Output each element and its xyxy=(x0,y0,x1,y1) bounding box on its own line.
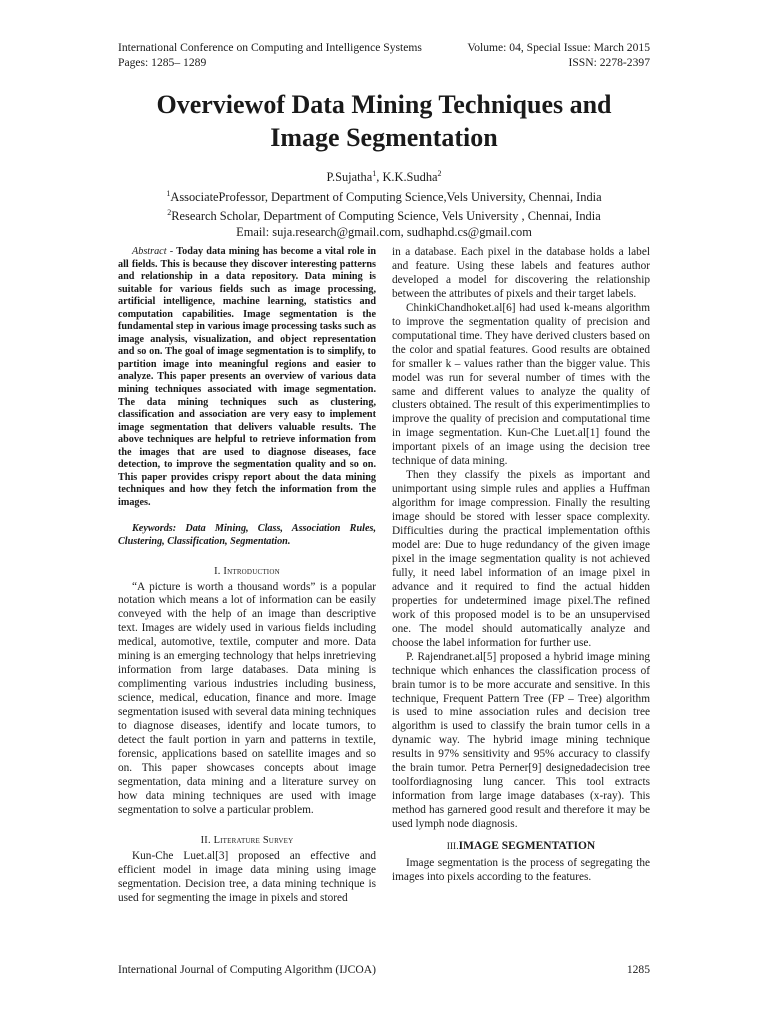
keywords: Keywords: Data Mining, Class, Association Rules, Clustering, Classification, Segmentation. xyxy=(118,523,376,548)
introduction-text: “A picture is worth a thousand words” is a popular notation which means a lot of information can be easily conveyed with the help of an image than descriptive text. Images are widely used in various fields including medical, automotive, textile, computer and more. Data mining is an emerging technology that helps inretrieving information from large databases. Data mining is complimenting various industries including business, science, medical, education, finance and more. Image segmentation isused with several data mining techniques to diagnose diseases, identify and locate tumors, to detect the fault portion in yarn and patterns in textile, forensic, applications based on satellite images and so on. This paper showcases concepts about image segmentation, data mining and a literature survey on how data mining techniques are used with image segmentation to solve a particular problem. xyxy=(118,580,376,816)
section-heading-image-segmentation xyxy=(392,840,650,855)
right-column xyxy=(392,246,650,885)
page-number: 1285 xyxy=(626,963,650,976)
literature-paragraph-2: ChinkiChandhoket.al[6] had used k-means algorithm to improve the segmentation quality of precision and computational time. They have derived clusters based on the color and spatial features. Good results are obtained for smaller k – values rather than the bigger value. This model was run for several number of times with the same and different values to analyze the quality of clusters obtained. The result of this experimentimplies to improve the quality of precision and computational time in image segmentation. Kun-Che Luet.al[1] found the important pixels of an image using the decision tree technique of data mining. xyxy=(392,301,650,468)
section-title: IMAGE SEGMENTATION xyxy=(458,840,596,853)
issn: ISSN: 2278-2397 xyxy=(568,56,650,69)
author-block xyxy=(0,166,768,240)
section-title: Introduction xyxy=(223,565,280,577)
volume-info: Volume: 04, Special Issue: March 2015 xyxy=(467,41,650,54)
literature-paragraph-1-continued: in a database. Each pixel in the database holds a label and feature. Using these labels and features author developed a model for discovering the relationship between the attributes of pixels and their target labels. xyxy=(392,246,650,300)
affiliation-2-sup: 2 xyxy=(167,208,172,218)
section-title: Literature Survey xyxy=(213,834,294,846)
affiliation-2-text: Research Scholar, Department of Computing Science, Vels University , Chennai, India xyxy=(171,209,601,224)
page-header xyxy=(118,40,650,70)
journal-name: International Journal of Computing Algorithm (IJCOA) xyxy=(118,963,376,976)
affiliation-1-text: AssociateProfessor, Department of Computing Science,Vels University, Chennai, India xyxy=(170,189,602,204)
abstract-text: Today data mining has become a vital role in all fields. This is because they discover interesting patterns and relationship in a data repository. Data mining is suitable for various fields such as image processing, artificial intelligence, machine learning, statistics and computation capabilities. Image segmentation is the fundamental step in various image processing tasks such as image analysis, visualization, and object representation and so on. The goal of image segmentation is to simplify, to partition image into meaningful regions and easier to analyze. This paper presents an overview of various data mining techniques associated with image segmentation. The data mining techniques such as clustering, classification and association are very easy to implement image segmentation that delivers valuable results. The above techniques are helpful to retrieve information from the images that are used to diagnose diseases, face detection, to improve the segmentation quality and so on. This paper provides crispy report about the data mining techniques and how they fetch the information from the images. xyxy=(118,246,376,508)
section-number: II. xyxy=(200,834,211,846)
author-2-sup: 2 xyxy=(437,169,442,178)
literature-paragraph-3: Then they classify the pixels as important and unimportant using simple rules and applies a Huffman algorithm for image compression. Finally the resulting image should be stored with lesser space complexity. Difficulties during the practical implementation ofthis model are: Due to huge redundancy of the given image pixel in the image segmentation quality is not achieved fully, it need label information of an image pixel in advance and it required to find the actual hidden properties for undetermined image pixel.The refined work of this proposed model is to be an unsupervised one. The model should automatically analyze and choose the label information for further use. xyxy=(392,469,650,649)
author-names xyxy=(0,166,768,186)
paper-title xyxy=(0,88,768,154)
section-number: III. xyxy=(446,842,459,853)
author-1: P.Sujatha xyxy=(326,170,373,185)
literature-paragraph-1: Kun-Che Luet.al[3] proposed an effective and efficient model in image data mining using image segmentation. Decision tree, a data mining technique is used for segmenting the image in pixels and stored xyxy=(118,849,376,904)
affiliation-1-sup: 1 xyxy=(166,188,171,198)
section-heading-introduction xyxy=(118,565,376,579)
affiliation-2 xyxy=(0,205,768,225)
left-column xyxy=(118,246,376,906)
title-line-2: Image Segmentation xyxy=(270,123,498,152)
page-footer xyxy=(118,963,650,976)
section-number: I. xyxy=(214,565,221,577)
abstract xyxy=(118,246,376,509)
title-line-1: Overviewof Data Mining Techniques and xyxy=(156,90,612,119)
abstract-lead: Abstract - xyxy=(132,246,174,257)
affiliation-1 xyxy=(0,186,768,206)
conference-name: International Conference on Computing and Intelligence Systems xyxy=(118,41,422,54)
page-range: Pages: 1285– 1289 xyxy=(118,56,207,69)
literature-paragraph-4: P. Rajendranet.al[5] proposed a hybrid image mining technique which enhances the classification process of brain tumor is to be more accurate and sensitive. In this technique, Frequent Pattern Tree (FP – Tree) algorithm is used to mine association rules and decision tree algorithm is used to classify the brain tumor cells in a dynamic way. The hybrid image mining technique results in 97% sensitivity and 95% accuracy to classify the brain tumor. Petra Perner[9] designedadecision tree toolfordiagnosing lung cancer. This tool extracts information from large image databases (x-ray). This method has garnered good result and therefore it may be used lymph node diagnosis. xyxy=(392,650,650,831)
image-segmentation-text: Image segmentation is the process of segregating the images into pixels according to the features. xyxy=(392,856,650,883)
author-emails: Email: suja.research@gmail.com, sudhaphd.cs@gmail.com xyxy=(236,224,532,239)
section-heading-literature-survey xyxy=(118,834,376,848)
author-2: K.K.Sudha xyxy=(382,170,438,185)
author-sep: , xyxy=(376,170,383,185)
author-1-sup: 1 xyxy=(372,169,377,178)
